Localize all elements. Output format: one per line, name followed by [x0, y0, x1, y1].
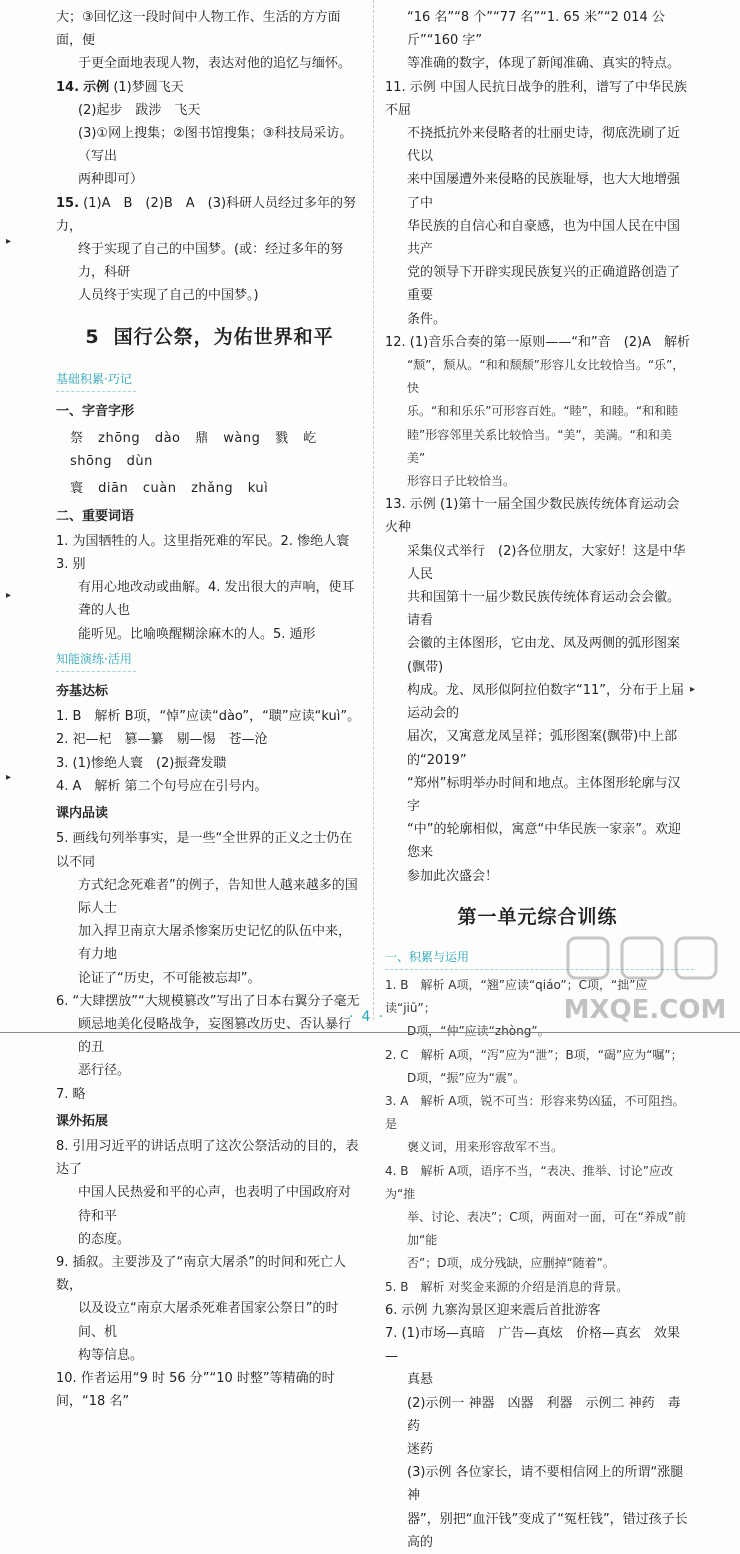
answer-text: 迷药 — [407, 1441, 434, 1457]
answer-text: 方式纪念死难者”的例子，告知世人越来越多的国际人士 — [78, 877, 358, 916]
answer-text: 器”，别把“血汗钱”变成了“冤枉钱”，错过孩子长高的 — [407, 1511, 688, 1550]
answer-text: 12. (1)音乐合奏的第一原则——“和”音 (2)A 解析 — [385, 334, 690, 350]
answer-text: 1. 为国牺牲的人。这里指死难的军民。2. 惨绝人寰 3. 别 — [56, 533, 363, 573]
answer-text: 终于实现了自己的中国梦。(或：经过多年的努力，科研 — [78, 242, 344, 281]
pinyin-item: 寰 — [70, 481, 84, 497]
answer-text: (1)梦圆飞天 — [113, 79, 184, 95]
answer-text: 论证了“历史，不可能被忘却”。 — [78, 970, 261, 986]
answer-text: 3. (1)惨绝人寰 (2)振聋发聩 — [56, 755, 227, 771]
answer-text: 共和国第十一届少数民族传统体育运动会会徽。请看 — [407, 590, 681, 629]
answer-text: 乐。“和和乐乐”可形容百姓。“睦”，和睦。“和和睦 — [407, 404, 679, 419]
answer-text: 顾忌地美化侵略战争，妄图篡改历史、否认暴行的丑 — [78, 1016, 352, 1056]
pinyin-item: 屹 — [303, 431, 317, 447]
answer-text: 5. B 解析 对奖金来源的介绍是消息的背景。 — [385, 1279, 629, 1294]
answer-text: 有用心地改动或曲解。4. 发出很大的声响，使耳聋的人也 — [78, 580, 355, 619]
answer-text: D项，“振”应为“震”。 — [407, 1070, 526, 1085]
answer-text: 来中国屡遭外来侵略的民族耻辱，也大大地增强了中 — [407, 172, 681, 211]
answer-text: (2)示例一 神器 凶器 利器 示例二 神药 毒药 — [407, 1395, 681, 1434]
answer-text: 睦”形容邻里关系比较恰当。“美”，美满。“和和美美” — [407, 427, 672, 465]
answer-text: 参加此次盛会！ — [407, 868, 499, 884]
answer-text: 1. B 解析 B项，“悼”应读“dào”，“聩”应读“kuì”。 — [56, 709, 361, 725]
answer-text: 构等信息。 — [78, 1347, 144, 1363]
answer-text: 6. 示例 九寨沟景区迎来震后首批游客 — [385, 1302, 601, 1318]
pinyin-item: zhōng — [98, 431, 141, 447]
margin-mark: ▸ — [6, 236, 12, 247]
answer-text: (1)A B (2)B A (3)科研人员经过多年的努力， — [56, 195, 357, 234]
answer-text: 3. A 解析 A项，锐不可当：形容来势凶猛，不可阻挡。是 — [385, 1093, 685, 1132]
text-line: 大；③回忆这一段时间中人物工作、生活的方方面面，便 — [56, 10, 341, 49]
answer-text: 能听见。比喻唤醒糊涂麻木的人。5. 遁形 — [78, 626, 316, 642]
question-number: 15. — [56, 195, 80, 211]
answer-text: 4. B 解析 A项，语序不当，“表决、推举、讨论”应改为“推 — [385, 1163, 673, 1201]
pinyin-item: wàng — [223, 431, 261, 447]
chapter-title-text: 国行公祭，为佑世界和平 — [113, 325, 334, 348]
answer-text: “中”的轮廓相似，寓意“中华民族一家亲”。欢迎您来 — [407, 822, 681, 861]
pinyin-item: cuàn — [142, 481, 177, 497]
pinyin-item: dào — [154, 431, 181, 447]
subheading: 课内品读 — [56, 806, 109, 822]
bottom-rule — [0, 1032, 740, 1033]
margin-mark: ▸ — [6, 772, 12, 783]
answer-text: 人员终于实现了自己的中国梦。) — [78, 288, 259, 304]
pinyin-item: shōng — [70, 454, 112, 470]
pinyin-item: 戮 — [275, 431, 289, 447]
answer-text: 13. 示例 (1)第十一届全国少数民族传统体育运动会火种 — [385, 497, 680, 536]
answer-text: 褒义词，用来形容敌军不当。 — [407, 1140, 564, 1155]
answer-text: 条件。 — [407, 311, 447, 327]
answer-text: 采集仪式举行 (2)各位朋友，大家好！这是中华人民 — [407, 543, 686, 582]
chapter-title — [56, 322, 363, 352]
section-label: 一、积累与运用 — [385, 946, 694, 970]
answer-text: 届次，又寓意龙凤呈祥；弧形图案(飘带)中上部的“2019” — [407, 729, 678, 768]
pinyin-item: dùn — [126, 454, 153, 470]
column-divider — [373, 0, 374, 1020]
answer-text: 党的领导下开辟实现民族复兴的正确道路创造了重要 — [407, 265, 681, 304]
answer-text: 9. 插叙。主要涉及了“南京大屠杀”的时间和死亡人数， — [56, 1254, 347, 1294]
answer-text: (3)①网上搜集；②图书馆搜集；③科技局采访。（写出 — [78, 126, 353, 165]
answer-text: “颓”，颓从。“和和颓颓”形容儿女比较恰当。“乐”，快 — [407, 358, 685, 396]
pinyin-row — [56, 477, 363, 500]
answer-text: 5. 画线句列举事实，是一些“全世界的正义之士仍在以不同 — [56, 831, 353, 870]
answer-text: 2. 祀—杞 篡—纂 剔—惕 苍—沧 — [56, 732, 268, 748]
pinyin-item: 祭 — [70, 431, 84, 447]
page-number: ·4· — [349, 1009, 391, 1025]
answer-text: 7. (1)市场—真暗 广告—真炫 价格—真玄 效果— — [385, 1325, 680, 1365]
answer-text: 等准确的数字，体现了新闻准确、真实的特点。 — [407, 56, 681, 72]
left-column — [56, 6, 363, 1413]
answer-text: 7. 略 — [56, 1086, 86, 1102]
answer-text: 11. 示例 中国人民抗日战争的胜利，谱写了中华民族不屈 — [385, 79, 687, 118]
answer-text: 举、讨论、表决”；C项，两面对一面，可在“养成”前加“能 — [407, 1209, 687, 1248]
answer-text: 恶行径。 — [78, 1063, 131, 1079]
answer-text: 8. 引用习近平的讲话点明了这次公祭活动的目的，表达了 — [56, 1138, 359, 1178]
answer-text: 否”；D项，成分残缺，应删掉“随着”。 — [407, 1256, 615, 1271]
answer-text: 1. B 解析 A项，“翘”应读“qiáo”；C项，“拙”应读“jiū”； — [385, 977, 648, 1016]
answer-text: 的态度。 — [78, 1231, 131, 1247]
answer-text: “郑州”标明举办时间和地点。主体图形轮廓与汉字 — [407, 775, 681, 814]
answer-text: 不挠抵抗外来侵略者的壮丽史诗，彻底洗刷了近代以 — [407, 126, 681, 165]
answer-text: 加入捍卫南京大屠杀惨案历史记忆的队伍中来，有力地 — [78, 924, 352, 963]
unit-title: 第一单元综合训练 — [457, 905, 618, 928]
answer-text: 真悬 — [407, 1372, 434, 1388]
answer-text: D项，“仲”应读“zhòng”。 — [407, 1024, 550, 1039]
section-label: 知能演练·活用 — [56, 648, 136, 672]
answer-text: 10. 作者运用“9 时 56 分”“10 时整”等精确的时间，“18 名” — [56, 1370, 335, 1410]
answer-text: 构成。龙、凤形似阿拉伯数字“11”，分布于上届运动会的 — [407, 682, 685, 722]
question-number: 14. — [56, 79, 80, 95]
answer-text: 华民族的自信心和自豪感，也为中国人民在中国共产 — [407, 218, 681, 258]
section-label: 基础积累·巧记 — [56, 368, 136, 392]
answer-text: 2. C 解析 A项，“泻”应为“泄”；B项，“碣”应为“嘱”； — [385, 1047, 683, 1062]
subheading: 课外拓展 — [56, 1113, 109, 1129]
subheading: 二、重要词语 — [56, 508, 135, 524]
answer-text: (3)示例 各位家长，请不要相信网上的所谓“涨腿神 — [407, 1465, 684, 1504]
pinyin-item: kuì — [247, 481, 269, 497]
example-label: 示例 — [83, 79, 110, 95]
answer-text: 中国人民热爱和平的心声，也表明了中国政府对待和平 — [78, 1185, 352, 1224]
answer-text: “16 名”“8 个”“77 名”“1. 65 米”“2 014 公斤”“160 字” — [407, 10, 665, 49]
margin-mark: ▸ — [690, 684, 696, 695]
watermark-text: MXQE.COM — [563, 995, 727, 1025]
answer-text: 6. “大肆摆放”“大规模篡改”写出了日本右翼分子毫无 — [56, 993, 360, 1009]
text-line: 于更全面地表现人物，表达对他的追忆与缅怀。 — [78, 56, 352, 72]
pinyin-item: 鼎 — [195, 431, 209, 447]
answer-text: 形容日子比较恰当。 — [407, 474, 516, 489]
answer-text: 会徽的主体图形，它由龙、凤及两侧的弧形图案(飘带) — [407, 636, 681, 675]
pinyin-row — [56, 427, 363, 473]
pinyin-item: diān — [98, 481, 129, 497]
answer-text: 两种即可） — [78, 172, 144, 188]
subheading: 一、字音字形 — [56, 403, 135, 419]
margin-mark: ▸ — [6, 590, 12, 601]
subheading: 夯基达标 — [56, 684, 109, 700]
answer-text: 以及设立“南京大屠杀死难者国家公祭日”的时间、机 — [78, 1301, 339, 1340]
answer-text: 4. A 解析 第二个句号应在引号内。 — [56, 778, 268, 794]
pinyin-item: zhǎng — [191, 481, 234, 497]
right-column — [385, 6, 690, 1554]
chapter-number: 5 — [85, 325, 100, 348]
answer-text: (2)起步 跋涉 飞天 — [78, 102, 201, 118]
